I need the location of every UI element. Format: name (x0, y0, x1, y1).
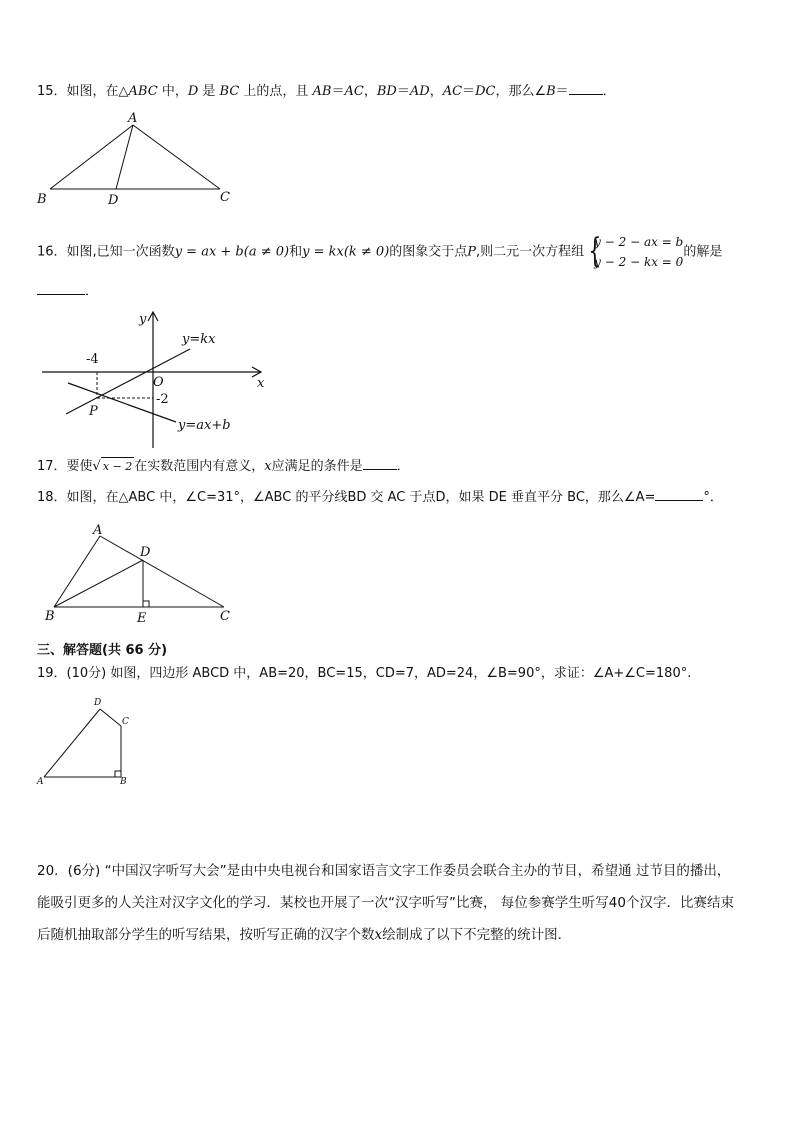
segment-ad (116, 125, 133, 189)
right-angle-mark (143, 601, 149, 607)
label-b: B (120, 777, 127, 787)
label-c: C (220, 190, 230, 205)
q15-triangle-figure (30, 110, 240, 210)
origin-label: O (153, 375, 164, 390)
y-value-label: -2 (156, 392, 169, 407)
label-b: B (45, 609, 55, 624)
label-d: D (140, 545, 151, 560)
answer-blank[interactable] (655, 500, 703, 501)
segment-cd (100, 709, 121, 726)
question-20: 20．(6分) “中国汉字听写大会”是由中央电视台和国家语言文字工作委员会联合主办的节目，希望通 过节目的播出， 能吸引更多的人关注对汉字文化的学习．某校也开展了一次“汉字听写”比赛， 每位参赛学生听写40个汉字．比赛结束 后随机抽取部分学生的听写结果，按听写正确的汉字个数x绘制成了以下不完整的统计图． (37, 863, 734, 943)
equation-system: { y − 2 − ax = b y − 2 − kx = 0 (588, 231, 684, 271)
question-17: 17．要使√ x − 2 在实数范围内有意义，x应满足的条件是 ． (37, 459, 410, 474)
segment-da (44, 709, 100, 777)
point-p-label: P (89, 404, 98, 419)
segment-ab (50, 125, 133, 189)
section-heading: 三、解答题(共 66 分) (37, 643, 168, 658)
label-a: A (37, 777, 44, 787)
segment-ab (54, 536, 100, 607)
segment-bd (54, 560, 143, 607)
label-e: E (137, 611, 147, 624)
question-16: 16．如图,已知一次函数y = ax + b(a ≠ 0)和y = kx(k ≠ 0)的图象交于点P,则二元一次方程组 { y − 2 − ax = b y − 2 − kx = 0 的解是 (37, 231, 723, 271)
label-b: B (37, 192, 47, 207)
answer-blank[interactable] (569, 94, 603, 95)
q18-triangle-figure (40, 518, 240, 624)
y-axis-label: y (139, 312, 147, 327)
question-19: 19．(10分) 如图，四边形 ABCD 中，AB=20，BC=15，CD=7，AD=24，∠B=90°，求证：∠A+∠C=180°. (37, 666, 692, 681)
q19-quadrilateral-figure (34, 694, 144, 788)
line-axb-label: y=ax+b (178, 418, 231, 433)
answer-blank[interactable] (37, 294, 85, 295)
label-d: D (94, 698, 102, 708)
x-value-label: -4 (86, 352, 99, 367)
question-15: 15．如图，在△ABC 中，D 是 BC 上的点，且 AB＝AC，BD＝AD，AC＝DC，那么∠B＝ ． (37, 84, 616, 99)
question-18: 18．如图，在△ABC 中，∠C=31°，∠ABC 的平分线BD 交 AC 于点D，如果 DE 垂直平分 BC，那么∠A= °． (37, 490, 723, 505)
sqrt-symbol: √ (92, 459, 101, 474)
label-c: C (220, 609, 230, 624)
question-16-answer: ． (37, 283, 98, 301)
segment-ac (133, 125, 220, 189)
line-kx-label: y=kx (182, 332, 216, 347)
label-c: C (122, 717, 129, 727)
label-a: A (128, 111, 138, 126)
label-d: D (108, 193, 119, 208)
answer-blank[interactable] (363, 469, 397, 470)
q16-function-graph (38, 305, 278, 455)
x-axis-label: x (257, 376, 265, 391)
label-a: A (93, 523, 103, 538)
segment-ac (100, 536, 224, 607)
